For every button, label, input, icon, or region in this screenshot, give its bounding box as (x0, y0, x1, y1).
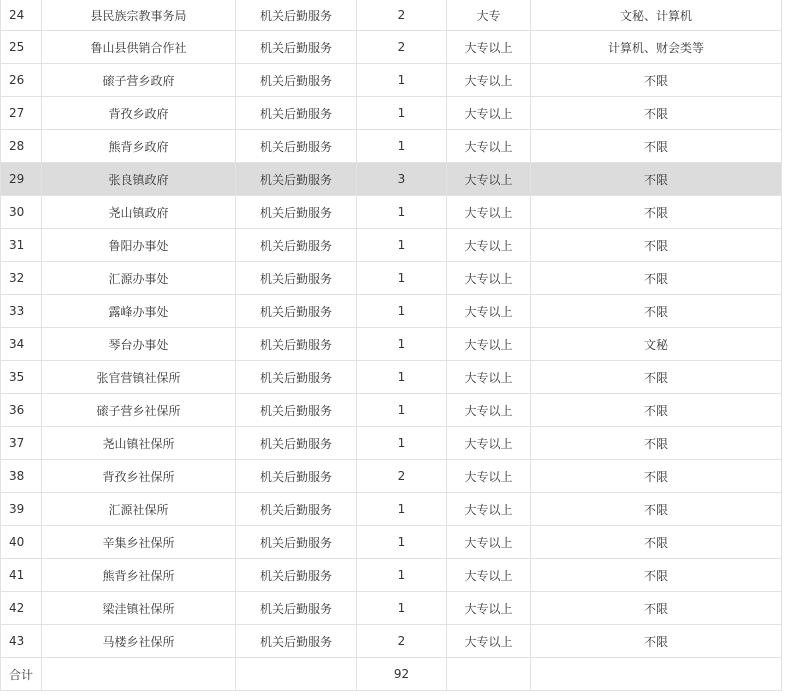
major-requirement: 不限 (531, 163, 782, 196)
major-requirement: 不限 (531, 493, 782, 526)
table-row (1, 229, 782, 262)
major-requirement: 不限 (531, 196, 782, 229)
education-requirement: 大专以上 (447, 361, 531, 394)
major-requirement: 文秘 (531, 328, 782, 361)
post-name: 机关后勤服务 (236, 625, 357, 658)
unit-name: 背孜乡政府 (42, 97, 236, 130)
hire-count: 1 (357, 196, 447, 229)
hire-count: 2 (357, 0, 447, 31)
total-post-cell (236, 658, 357, 691)
unit-name: 县民族宗教事务局 (42, 0, 236, 31)
education-requirement: 大专以上 (447, 31, 531, 64)
major-requirement: 不限 (531, 394, 782, 427)
row-index: 37 (1, 427, 42, 460)
major-requirement: 不限 (531, 130, 782, 163)
post-name: 机关后勤服务 (236, 427, 357, 460)
table-row (1, 64, 782, 97)
unit-name: 马楼乡社保所 (42, 625, 236, 658)
major-requirement: 不限 (531, 229, 782, 262)
row-index: 28 (1, 130, 42, 163)
unit-name: 熊背乡社保所 (42, 559, 236, 592)
row-index: 34 (1, 328, 42, 361)
education-requirement: 大专以上 (447, 196, 531, 229)
table-row (1, 295, 782, 328)
education-requirement: 大专以上 (447, 97, 531, 130)
unit-name: 背孜乡社保所 (42, 460, 236, 493)
post-name: 机关后勤服务 (236, 64, 357, 97)
post-name: 机关后勤服务 (236, 460, 357, 493)
total-row (1, 658, 782, 691)
major-requirement: 不限 (531, 361, 782, 394)
row-index: 30 (1, 196, 42, 229)
unit-name: 张官营镇社保所 (42, 361, 236, 394)
education-requirement: 大专以上 (447, 592, 531, 625)
table-row (1, 625, 782, 658)
post-name: 机关后勤服务 (236, 196, 357, 229)
post-name: 机关后勤服务 (236, 361, 357, 394)
unit-name: 尧山镇社保所 (42, 427, 236, 460)
major-requirement: 不限 (531, 460, 782, 493)
hire-count: 2 (357, 31, 447, 64)
hire-count: 2 (357, 460, 447, 493)
table-row (1, 31, 782, 64)
unit-name: 尧山镇政府 (42, 196, 236, 229)
hire-count: 1 (357, 559, 447, 592)
post-name: 机关后勤服务 (236, 31, 357, 64)
hire-count: 1 (357, 295, 447, 328)
education-requirement: 大专以上 (447, 460, 531, 493)
row-index: 42 (1, 592, 42, 625)
table-row (1, 427, 782, 460)
unit-name: 露峰办事处 (42, 295, 236, 328)
row-index: 39 (1, 493, 42, 526)
education-requirement: 大专以上 (447, 394, 531, 427)
table-row (1, 262, 782, 295)
unit-name: 琴台办事处 (42, 328, 236, 361)
row-index: 24 (1, 0, 42, 31)
post-name: 机关后勤服务 (236, 97, 357, 130)
education-requirement: 大专以上 (447, 625, 531, 658)
row-index: 43 (1, 625, 42, 658)
hire-count: 3 (357, 163, 447, 196)
unit-name: 梁洼镇社保所 (42, 592, 236, 625)
unit-name: 磙子营乡社保所 (42, 394, 236, 427)
row-index: 35 (1, 361, 42, 394)
post-name: 机关后勤服务 (236, 592, 357, 625)
education-requirement: 大专以上 (447, 559, 531, 592)
major-requirement: 不限 (531, 295, 782, 328)
table-row (1, 394, 782, 427)
table-row (1, 130, 782, 163)
hire-count: 1 (357, 427, 447, 460)
table-body (1, 0, 782, 658)
unit-name: 张良镇政府 (42, 163, 236, 196)
hire-count: 1 (357, 394, 447, 427)
row-index: 33 (1, 295, 42, 328)
table-row (1, 97, 782, 130)
row-index: 31 (1, 229, 42, 262)
unit-name: 鲁山县供销合作社 (42, 31, 236, 64)
post-name: 机关后勤服务 (236, 163, 357, 196)
major-requirement: 不限 (531, 526, 782, 559)
row-index: 26 (1, 64, 42, 97)
major-requirement: 计算机、财会类等 (531, 31, 782, 64)
total-label: 合计 (1, 658, 42, 691)
education-requirement: 大专以上 (447, 295, 531, 328)
hire-count: 1 (357, 64, 447, 97)
major-requirement: 不限 (531, 64, 782, 97)
hire-count: 2 (357, 625, 447, 658)
unit-name: 鲁阳办事处 (42, 229, 236, 262)
post-name: 机关后勤服务 (236, 229, 357, 262)
total-major-cell (531, 658, 782, 691)
education-requirement: 大专 (447, 0, 531, 31)
row-index: 36 (1, 394, 42, 427)
post-name: 机关后勤服务 (236, 328, 357, 361)
hire-count: 1 (357, 526, 447, 559)
major-requirement: 不限 (531, 625, 782, 658)
education-requirement: 大专以上 (447, 163, 531, 196)
table-row (1, 163, 782, 196)
row-index: 32 (1, 262, 42, 295)
unit-name: 汇源社保所 (42, 493, 236, 526)
table-row (1, 328, 782, 361)
major-requirement: 不限 (531, 97, 782, 130)
hire-count: 1 (357, 97, 447, 130)
post-name: 机关后勤服务 (236, 130, 357, 163)
education-requirement: 大专以上 (447, 130, 531, 163)
education-requirement: 大专以上 (447, 328, 531, 361)
hire-count: 1 (357, 262, 447, 295)
education-requirement: 大专以上 (447, 262, 531, 295)
major-requirement: 不限 (531, 592, 782, 625)
table-row (1, 559, 782, 592)
education-requirement: 大专以上 (447, 526, 531, 559)
hire-count: 1 (357, 229, 447, 262)
post-name: 机关后勤服务 (236, 394, 357, 427)
row-index: 38 (1, 460, 42, 493)
total-edu-cell (447, 658, 531, 691)
table-row (1, 361, 782, 394)
table-row (1, 0, 782, 31)
table-row (1, 526, 782, 559)
major-requirement: 不限 (531, 559, 782, 592)
hire-count: 1 (357, 592, 447, 625)
table-row (1, 196, 782, 229)
major-requirement: 文秘、计算机 (531, 0, 782, 31)
post-name: 机关后勤服务 (236, 559, 357, 592)
education-requirement: 大专以上 (447, 229, 531, 262)
row-index: 27 (1, 97, 42, 130)
table-row (1, 592, 782, 625)
row-index: 40 (1, 526, 42, 559)
hire-count: 1 (357, 130, 447, 163)
major-requirement: 不限 (531, 427, 782, 460)
table-row (1, 493, 782, 526)
post-name: 机关后勤服务 (236, 262, 357, 295)
unit-name: 辛集乡社保所 (42, 526, 236, 559)
total-count: 92 (357, 658, 447, 691)
education-requirement: 大专以上 (447, 64, 531, 97)
row-index: 29 (1, 163, 42, 196)
post-name: 机关后勤服务 (236, 493, 357, 526)
education-requirement: 大专以上 (447, 493, 531, 526)
row-index: 25 (1, 31, 42, 64)
hire-count: 1 (357, 493, 447, 526)
unit-name: 熊背乡政府 (42, 130, 236, 163)
row-index: 41 (1, 559, 42, 592)
post-name: 机关后勤服务 (236, 295, 357, 328)
post-name: 机关后勤服务 (236, 526, 357, 559)
hire-count: 1 (357, 328, 447, 361)
major-requirement: 不限 (531, 262, 782, 295)
table-row (1, 460, 782, 493)
unit-name: 汇源办事处 (42, 262, 236, 295)
post-name: 机关后勤服务 (236, 0, 357, 31)
unit-name: 磙子营乡政府 (42, 64, 236, 97)
education-requirement: 大专以上 (447, 427, 531, 460)
hire-count: 1 (357, 361, 447, 394)
total-unit-cell (42, 658, 236, 691)
